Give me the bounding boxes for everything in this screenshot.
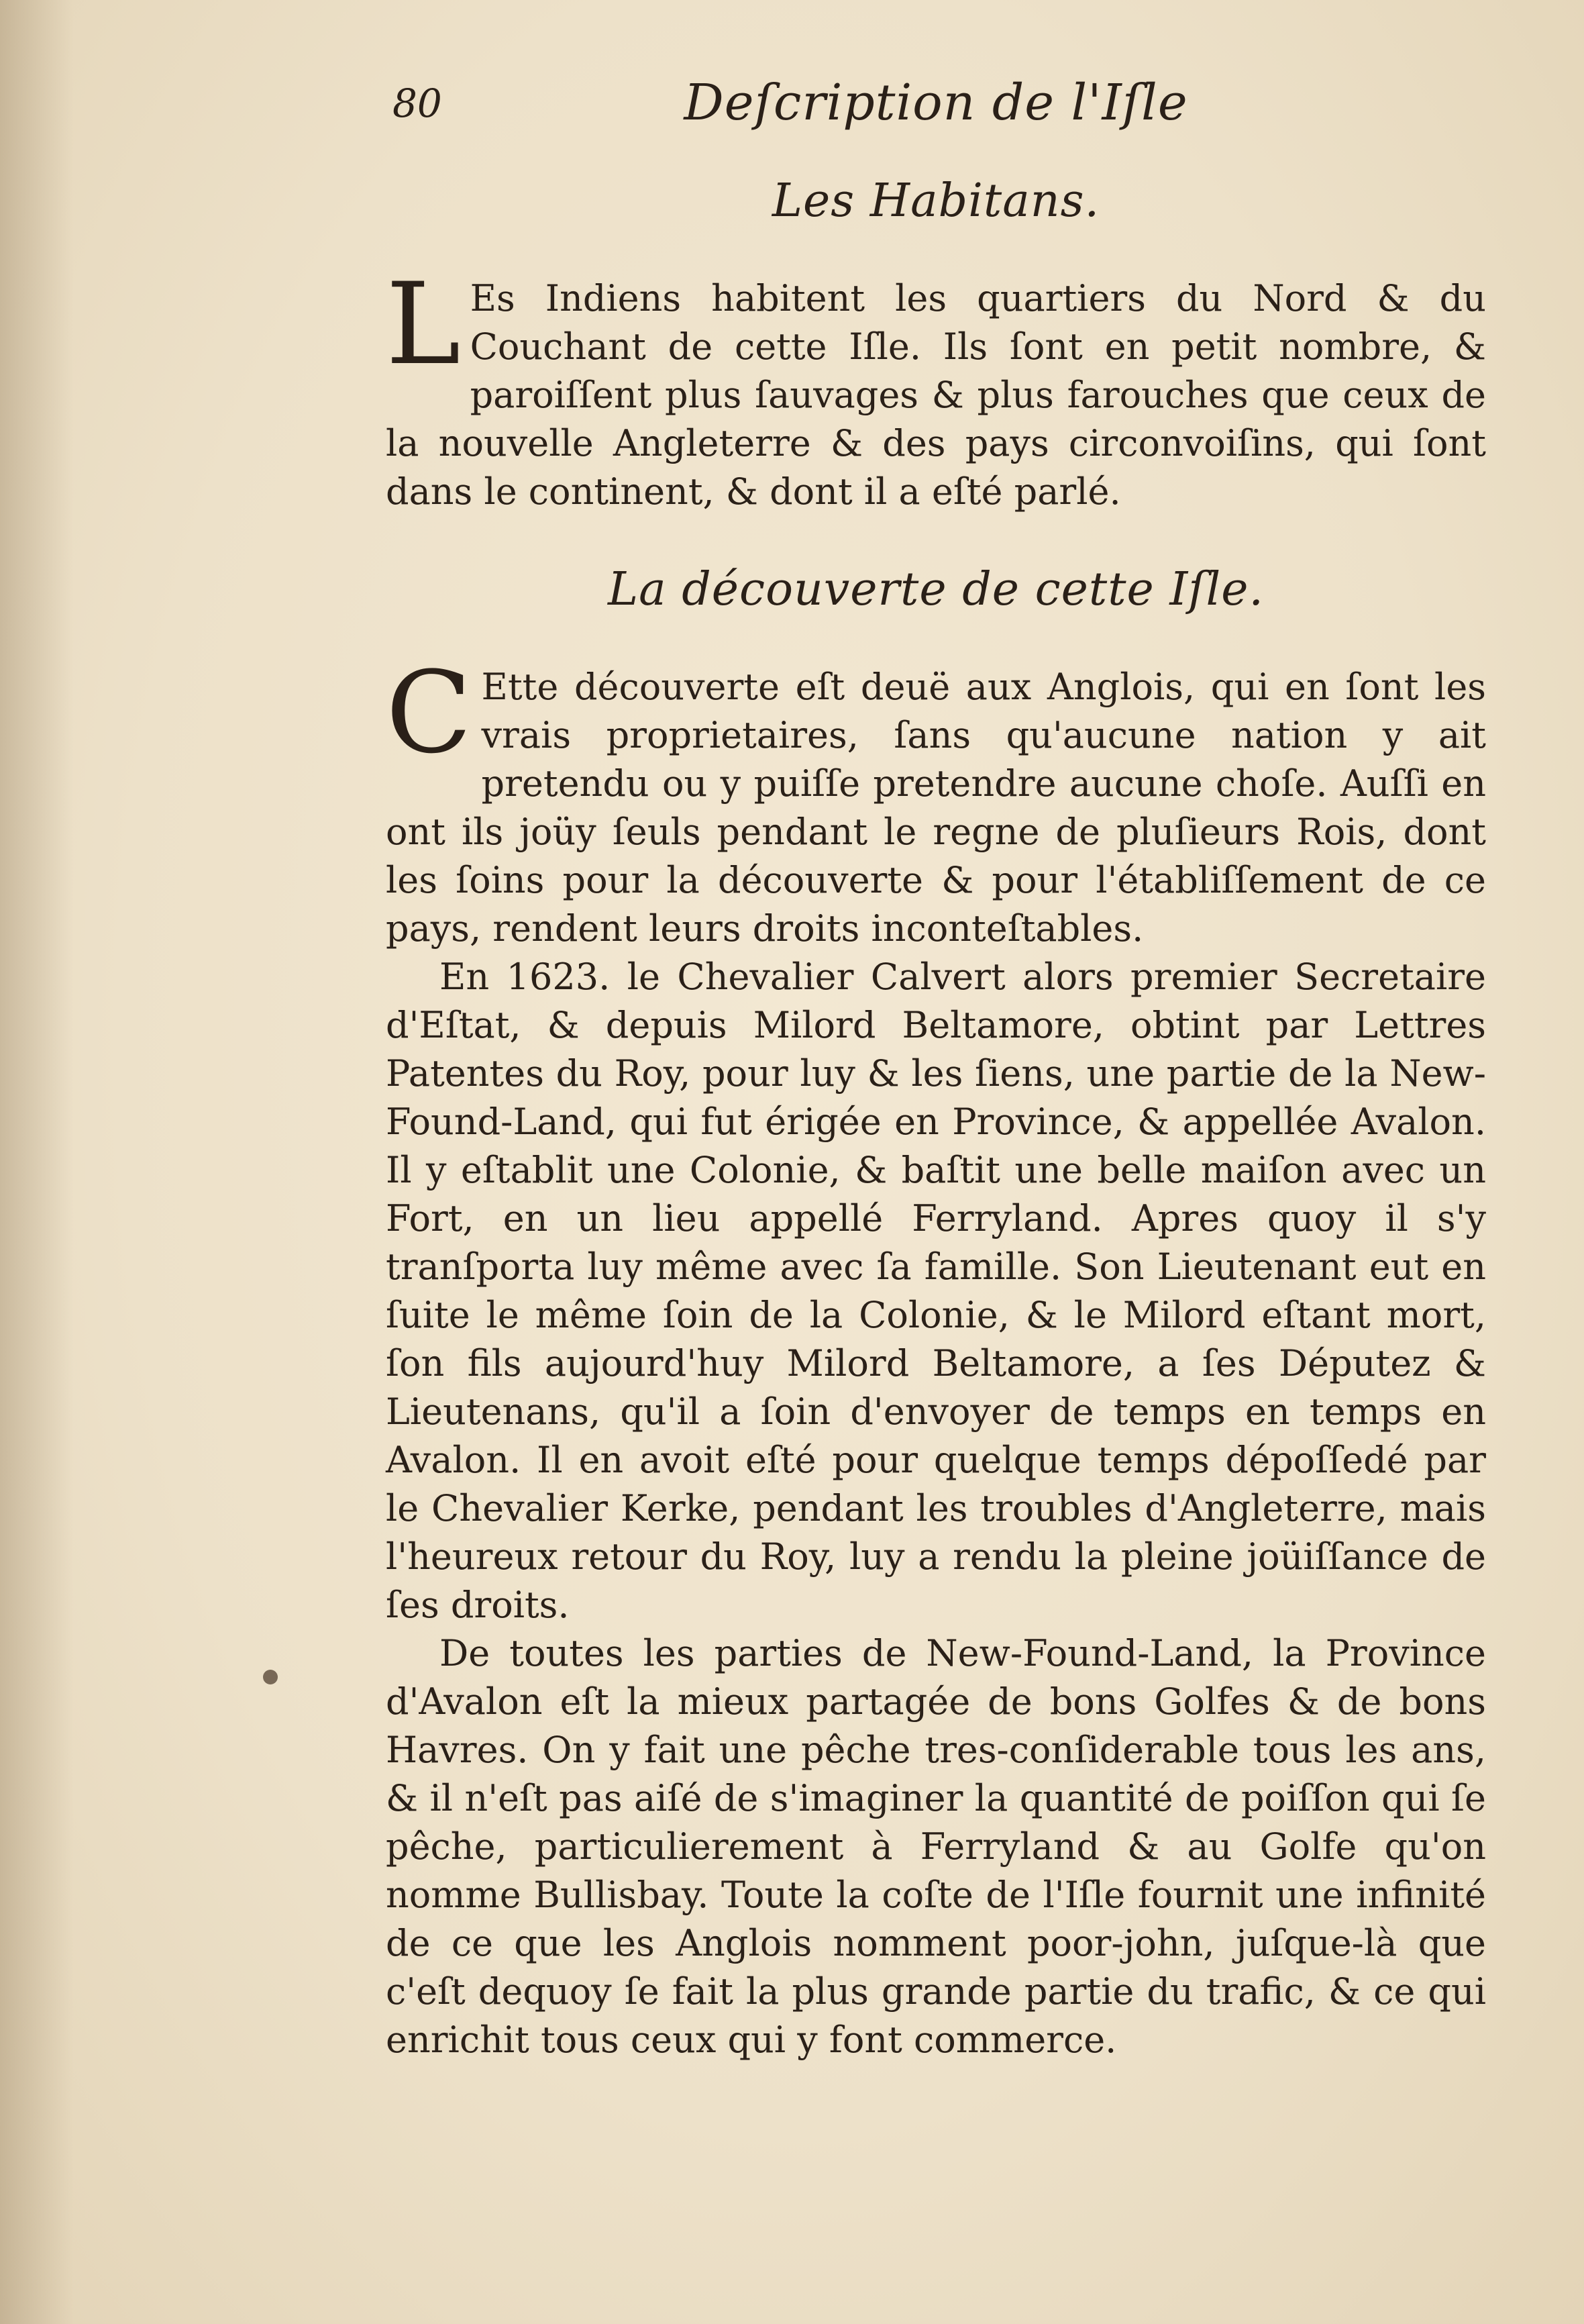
drop-cap: L	[386, 258, 461, 390]
running-title: Deſcription de l'Iſle	[684, 74, 1188, 132]
page-number: 80	[392, 81, 442, 126]
paragraph-calvert: En 1623. le Chevalier Calvert alors premier Secretaire d'Eſtat, & depuis Milord Beltamore, obtint par Lettres Patentes du Roy, pour luy & les ſiens, une partie de la New-Found-Land, qui fut érigée en Province, & appellée Avalon. Il y eſtablit une Colonie, & baſtit une belle maiſon avec un Fort, en un lieu appellé Ferryland. Apres quoy il s'y tranſporta luy même avec ſa famille. Son Lieutenant eut en ſuite le même ſoin de la Colonie, & le Milord eſtant mort, ſon fils aujourd'huy Milord Beltamore, a ſes Députez & Lieutenans, qu'il a ſoin d'envoyer de temps en temps en Avalon. Il en avoit eſté pour quelque temps dépoſſedé par le Chevalier Kerke, pendant les troubles d'Angleterre, mais l'heureux retour du Roy, luy a rendu la pleine joüiſſance de ſes droits.	[386, 956, 1486, 1626]
spine-shadow	[0, 0, 74, 2324]
paragraph-text: Ette découverte eſt deuë aux Anglois, qui en ſont les vrais proprietaires, ſans qu'aucune nation y ait pretendu ou y puiſſe pretendre aucune choſe. Auſſi en ont ils joüy ſeuls pendant le regne de pluſieurs Rois, dont les ſoins pour la découverte & pour l'établiſſement de ce pays, rendent leurs droits inconteſtables.	[386, 666, 1486, 950]
paragraph-avalon: De toutes les parties de New-Found-Land, la Province d'Avalon eſt la mieux partagée de bons Golfes & de bons Havres. On y fait une pêche tres-conſiderable tous les ans, & il n'eſt pas aiſé de s'imaginer la quantité de poiſſon qui ſe pêche, particulierement à Ferryland & au Golfe qu'on nomme Bullisbay. Toute la coſte de l'Iſle fournit une infinité de ce que les Anglois nomment poor-john, juſque-là que c'eſt dequoy ſe fait la plus grande partie du trafic, & ce qui enrichit tous ceux qui y font commerce.	[386, 1632, 1486, 2061]
paragraph-discovery	[386, 647, 1486, 953]
section-title-inhabitants: Les Habitans.	[772, 174, 1100, 228]
ink-spot	[263, 1670, 278, 1684]
text-block	[386, 67, 1486, 2064]
paragraph-text: Es Indiens habitent les quartiers du Nord & du Couchant de cette Iſle. Ils ſont en petit nombre, & paroiſſent plus ſauvages & plus farouches que ceux de la nouvelle Angleterre & des pays circonvoiſins, qui ſont dans le continent, & dont il a eſté parlé.	[386, 277, 1486, 513]
section-title-discovery: La découverte de cette Iſle.	[607, 563, 1265, 616]
running-head	[386, 67, 1486, 148]
paragraph-inhabitants	[386, 258, 1486, 516]
drop-cap: C	[386, 647, 472, 778]
